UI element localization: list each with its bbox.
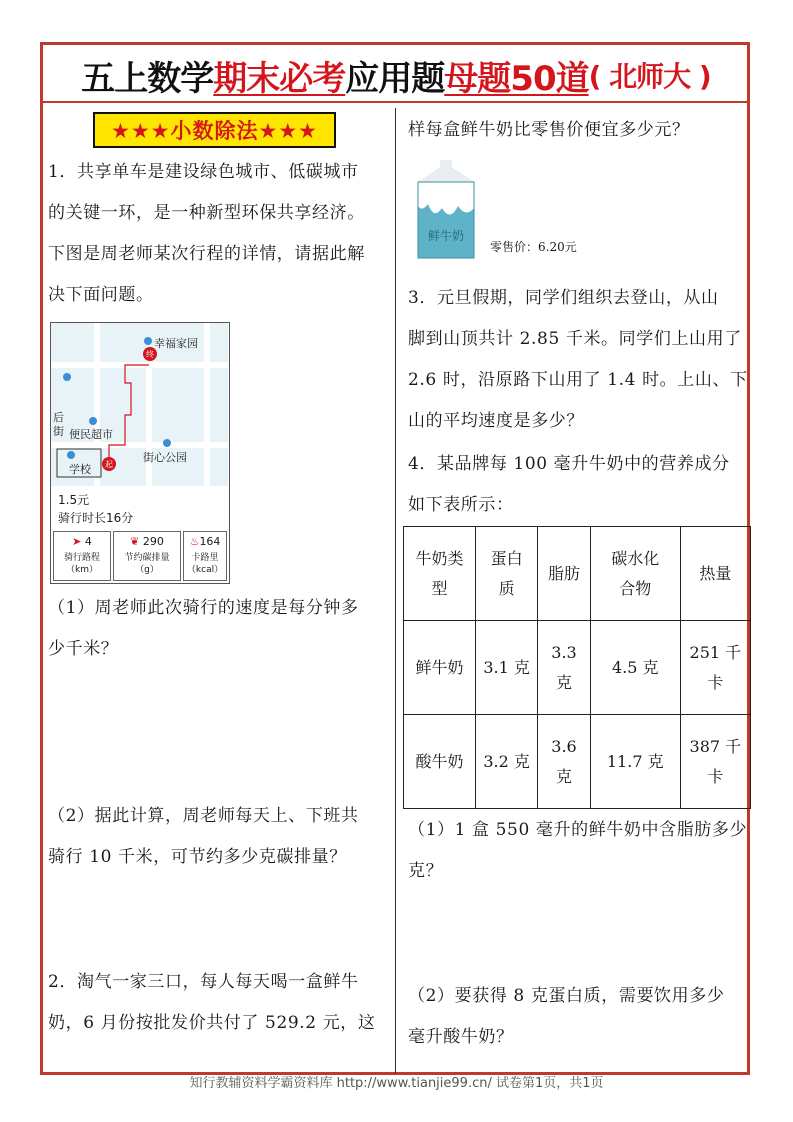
map-label-school: 学校 xyxy=(69,463,91,476)
q4-sub2-line-2: 毫升酸牛奶？ xyxy=(408,1027,514,1047)
title-part-4: 母题50道 xyxy=(444,58,589,99)
park-marker-icon xyxy=(163,439,171,447)
q4-sub2-line-1: （2）要获得 8 克蛋白质，需要饮用多少 xyxy=(408,986,725,1006)
table-cell: 鲜牛奶 xyxy=(404,621,476,715)
section-heading: ★★★小数除法★★★ xyxy=(93,112,336,148)
header-cell: 脂肪 xyxy=(538,527,591,621)
map-label-street-1: 后 xyxy=(53,411,64,424)
table-cell: 387 千 卡 xyxy=(680,715,750,809)
start-pin-icon: 起 xyxy=(102,457,116,471)
end-pin-icon: 终 xyxy=(143,347,157,361)
q1-line-1: 1．共享单车是建设绿色城市、低碳城市 xyxy=(48,162,359,182)
q1-line-3: 下图是周老师某次行程的详情，请据此解 xyxy=(48,244,365,264)
q4-sub1 xyxy=(408,810,748,892)
page-footer: 知行教辅资料学霸资料库 http://www.tianjie99.cn/ 试卷第1页，共1页 xyxy=(189,1076,604,1091)
table-cell: 3.1 克 xyxy=(475,621,537,715)
table-row xyxy=(404,621,751,715)
table-cell: 3.2 克 xyxy=(475,715,537,809)
carton-text: 鲜牛奶 xyxy=(427,229,465,243)
market-marker-icon xyxy=(89,417,97,425)
header-cell: 热量 xyxy=(680,527,750,621)
stat-carbon-value: 290 xyxy=(142,535,164,548)
q3-line-4: 山的平均速度是多少？ xyxy=(408,411,584,431)
ride-map-figure xyxy=(50,322,230,584)
map-area xyxy=(51,323,228,486)
q3-line-2: 脚到山顶共计 2.85 千米。同学们上山用了 xyxy=(408,329,742,349)
school-marker-icon xyxy=(67,451,75,459)
title-part-2: 期末必考 xyxy=(213,58,346,99)
stat-distance-unit: （km） xyxy=(66,565,98,575)
q1-stem xyxy=(48,152,390,316)
table-cell: 4.5 克 xyxy=(590,621,680,715)
map-label-home: 幸福家园 xyxy=(154,337,198,350)
title-part-5: ( 北师大 ) xyxy=(588,60,711,93)
duration-text: 骑行时长16分 xyxy=(58,511,134,525)
q1-sub1-line-1: （1）周老师此次骑行的速度是每分钟多 xyxy=(48,598,359,618)
flame-icon: ♨ xyxy=(189,535,200,548)
stat-carbon xyxy=(113,531,181,581)
table-header-row xyxy=(404,527,751,621)
leaf-icon: ❦ xyxy=(130,535,140,548)
navigation-arrow-icon: ➤ xyxy=(72,535,82,548)
q2-line-2: 奶，6 月份按批发价共付了 529.2 元，这 xyxy=(48,1013,376,1033)
q3-line-1: 3．元旦假期，同学们组织去登山，从山 xyxy=(408,288,719,308)
header-cell: 牛奶类 型 xyxy=(404,527,476,621)
header-cell: 碳水化 合物 xyxy=(590,527,680,621)
stat-distance-label: 骑行路程 xyxy=(63,553,100,563)
column-divider xyxy=(395,108,396,1074)
map-label-street-2: 街 xyxy=(53,425,64,438)
stat-distance xyxy=(53,531,111,581)
fare-text: 1.5元 xyxy=(58,493,90,507)
stat-distance-value: 4 xyxy=(84,535,92,548)
page-title xyxy=(46,50,746,100)
q4-sub1-line-2: 克？ xyxy=(408,861,444,881)
q4-sub1-line-1: （1）1 盒 550 毫升的鲜牛奶中含脂肪多少 xyxy=(408,820,748,840)
milk-carton-icon xyxy=(410,160,482,260)
q3-stem xyxy=(408,278,748,442)
stat-calorie-label: 卡路里 xyxy=(191,553,219,563)
q1-sub2 xyxy=(48,796,390,878)
q4-line-1: 4．某品牌每 100 毫升牛奶中的营养成分 xyxy=(408,454,730,474)
q1-line-4: 决下面问题。 xyxy=(48,285,154,305)
stat-calorie-value: 164 xyxy=(199,535,221,548)
table-cell: 251 千 卡 xyxy=(680,621,750,715)
retail-price-text: 零售价：6.20元 xyxy=(490,240,577,254)
q1-sub2-line-2: 骑行 10 千米，可节约多少克碳排量？ xyxy=(48,847,347,867)
stat-carbon-label: 节约碳排量 xyxy=(124,553,170,563)
q4-line-2: 如下表所示： xyxy=(408,495,514,515)
q1-line-2: 的关键一环，是一种新型环保共享经济。 xyxy=(48,203,365,223)
title-part-3: 应用题 xyxy=(345,58,445,99)
stat-calorie-unit: （kcal） xyxy=(186,565,224,575)
map-label-market: 便民超市 xyxy=(69,428,113,441)
q4-sub2 xyxy=(408,976,748,1058)
q2-continuation: 样每盒鲜牛奶比零售价便宜多少元？ xyxy=(408,120,690,140)
table-row xyxy=(404,715,751,809)
header-cell: 蛋白 质 xyxy=(475,527,537,621)
stat-carbon-unit: （g） xyxy=(135,565,159,575)
home-marker-icon xyxy=(144,337,152,345)
table-cell: 11.7 克 xyxy=(590,715,680,809)
q2-line-1: 2．淘气一家三口，每人每天喝一盒鲜牛 xyxy=(48,972,359,992)
q1-sub2-line-1: （2）据此计算，周老师每天上、下班共 xyxy=(48,806,359,826)
table-cell: 3.6 克 xyxy=(538,715,591,809)
table-cell: 酸牛奶 xyxy=(404,715,476,809)
map-label-park: 街心公园 xyxy=(143,451,187,464)
q4-stem xyxy=(408,444,748,526)
poi-marker-icon xyxy=(63,373,71,381)
q3-line-3: 2.6 时，沿原路下山用了 1.4 时。上山、下 xyxy=(408,370,748,390)
q1-sub1-line-2: 少千米？ xyxy=(48,639,119,659)
title-divider xyxy=(43,101,747,103)
stat-calorie xyxy=(183,531,227,581)
nutrition-table xyxy=(403,526,751,809)
q1-sub1 xyxy=(48,588,390,670)
q2-stem xyxy=(48,962,390,1044)
table-cell: 3.3 克 xyxy=(538,621,591,715)
title-part-1: 五上数学 xyxy=(81,58,214,99)
